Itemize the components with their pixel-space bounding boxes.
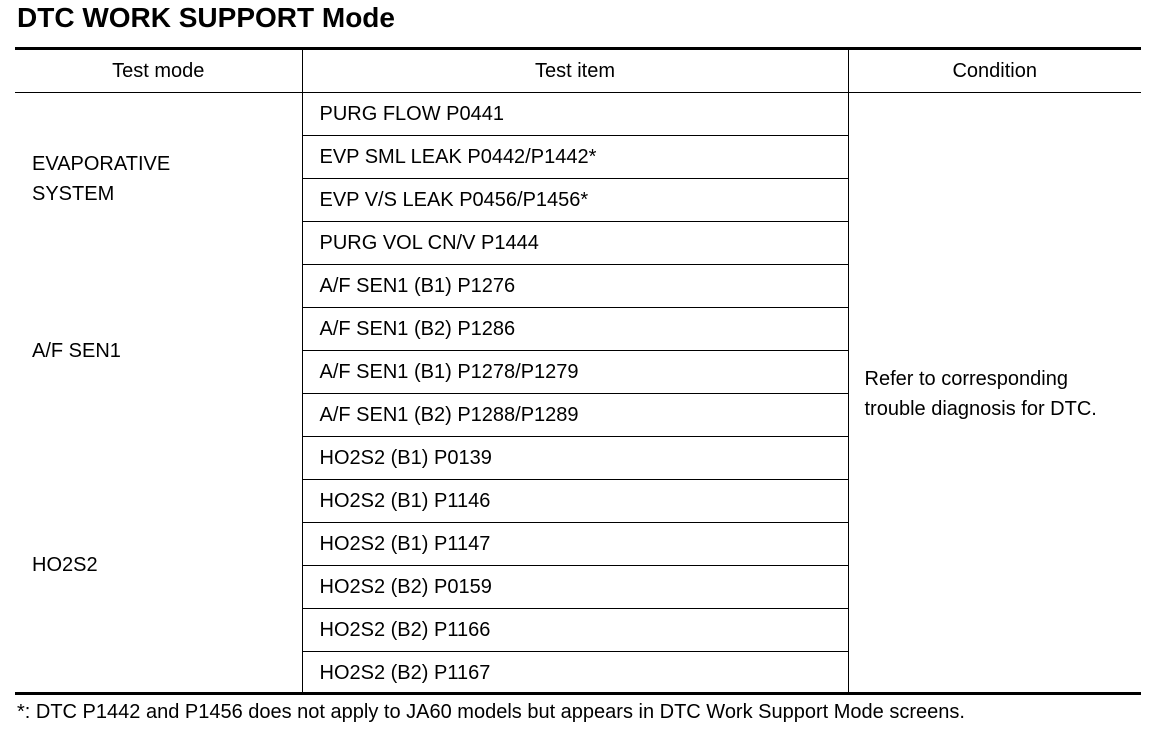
header-condition: Condition <box>848 50 1141 93</box>
mode-af-sen1: A/F SEN1 <box>32 339 121 362</box>
test-item: HO2S2 (B2) P0159 <box>302 566 848 609</box>
test-item: EVP V/S LEAK P0456/P1456* <box>302 179 848 222</box>
test-item: EVP SML LEAK P0442/P1442* <box>302 136 848 179</box>
table-row <box>15 93 1141 136</box>
test-item: HO2S2 (B1) P1146 <box>302 480 848 523</box>
test-item: A/F SEN1 (B1) P1278/P1279 <box>302 351 848 394</box>
mode-evaporative-system: EVAPORATIVE SYSTEM <box>32 152 171 205</box>
test-item: HO2S2 (B2) P1166 <box>302 609 848 652</box>
test-item: HO2S2 (B2) P1167 <box>302 652 848 695</box>
test-item: A/F SEN1 (B1) P1276 <box>302 265 848 308</box>
header-test-mode: Test mode <box>15 50 302 93</box>
test-item: A/F SEN1 (B2) P1286 <box>302 308 848 351</box>
bottom-rule <box>15 692 1141 695</box>
test-item: HO2S2 (B1) P1147 <box>302 523 848 566</box>
mode-ho2s2: HO2S2 <box>32 554 98 577</box>
table-header-row <box>15 50 1141 93</box>
header-test-item: Test item <box>302 50 848 93</box>
dtc-work-support-table <box>15 50 1141 694</box>
test-item: PURG FLOW P0441 <box>302 93 848 136</box>
test-item: HO2S2 (B1) P0139 <box>302 437 848 480</box>
footnote: *: DTC P1442 and P1456 does not apply to JA60 models but appears in DTC Work Support Mode screens. <box>17 701 965 723</box>
test-item: A/F SEN1 (B2) P1288/P1289 <box>302 394 848 437</box>
test-item: PURG VOL CN/V P1444 <box>302 222 848 265</box>
condition-cell: Refer to corresponding trouble diagnosis for DTC. <box>864 367 1097 420</box>
page-title: DTC WORK SUPPORT Mode <box>17 2 395 33</box>
